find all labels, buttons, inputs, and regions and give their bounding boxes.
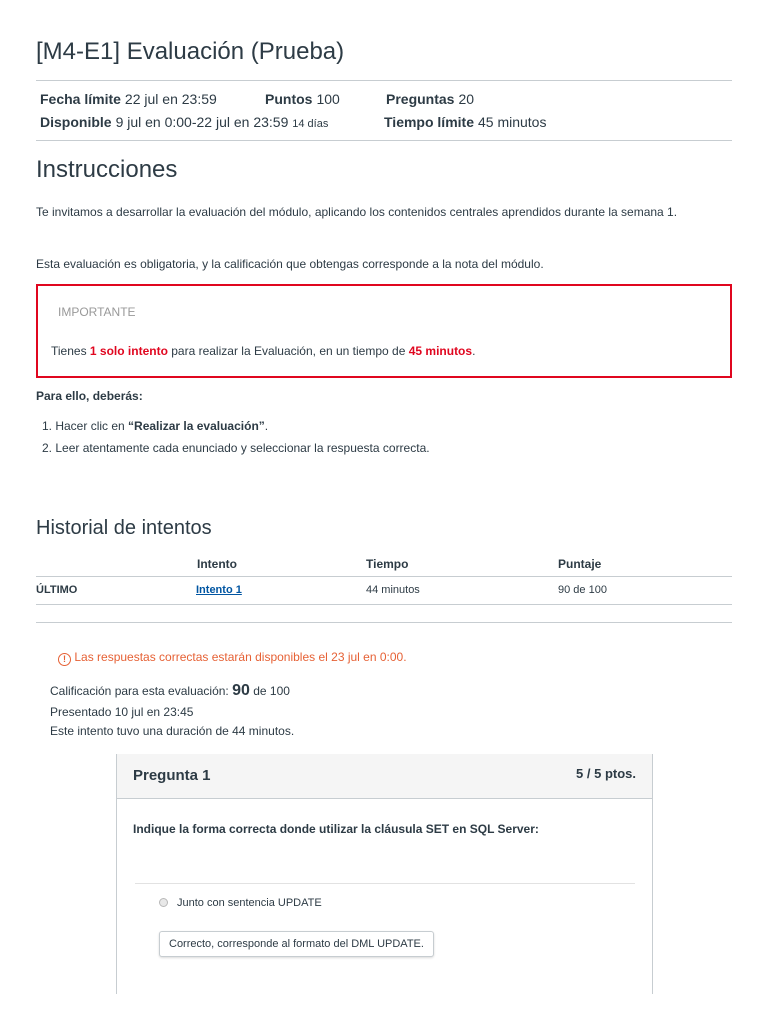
availability bbox=[40, 114, 328, 130]
step-1-bold: “Realizar la evaluación” bbox=[128, 419, 265, 433]
question-card bbox=[116, 754, 653, 994]
important-label: IMPORTANTE bbox=[58, 305, 136, 319]
grade-value: 90 bbox=[232, 682, 250, 699]
important-text bbox=[51, 344, 475, 358]
question-points: 5 / 5 ptos. bbox=[576, 766, 636, 781]
attempt-score: 90 de 100 bbox=[558, 584, 607, 596]
attempt-time: 44 minutos bbox=[366, 584, 420, 596]
warning-circle-icon: ! bbox=[58, 653, 71, 666]
history-heading: Historial de intentos bbox=[36, 517, 212, 539]
question-header bbox=[117, 754, 652, 799]
table-row-divider bbox=[36, 604, 732, 605]
question-title: Pregunta 1 bbox=[133, 767, 211, 784]
available-value: 9 jul en 0:00-22 jul en 23:59 bbox=[115, 114, 289, 130]
step-2-text: Leer atentamente cada enunciado y seleccionar la respuesta correcta. bbox=[55, 441, 430, 455]
questions-label: Preguntas bbox=[386, 91, 455, 107]
table-header-divider bbox=[36, 576, 732, 577]
attempts-highlight: 1 solo intento bbox=[89, 344, 168, 358]
important-callout bbox=[36, 284, 732, 378]
divider bbox=[36, 140, 732, 141]
column-header-time: Tiempo bbox=[366, 557, 409, 571]
answers-availability-notice bbox=[58, 650, 407, 666]
divider bbox=[36, 622, 732, 623]
answers-availability-text: Las respuestas correctas estarán disponibles el 23 jul en 0:00. bbox=[74, 650, 407, 664]
divider bbox=[36, 80, 732, 81]
divider bbox=[135, 883, 635, 884]
points bbox=[265, 91, 340, 107]
column-header-attempt: Intento bbox=[197, 557, 237, 571]
important-text-end: . bbox=[472, 344, 476, 358]
instructions-paragraph-2: Esta evaluación es obligatoria, y la calificación que obtengas corresponde a la nota del módulo. bbox=[36, 257, 544, 271]
steps-heading: Para ello, deberás: bbox=[36, 389, 143, 403]
points-label: Puntos bbox=[265, 91, 313, 107]
important-text-mid: para realizar la Evaluación, en un tiempo de bbox=[167, 344, 409, 358]
page-title: [M4-E1] Evaluación (Prueba) bbox=[36, 38, 345, 65]
time-highlight: 45 minutos bbox=[408, 344, 473, 358]
row-label: ÚLTIMO bbox=[36, 584, 78, 596]
attempt-duration: Este intento tuvo una duración de 44 minutos. bbox=[50, 724, 295, 738]
step-2: 2. Leer atentamente cada enunciado y seleccionar la respuesta correcta. bbox=[42, 441, 430, 455]
time-limit-value: 45 minutos bbox=[477, 114, 547, 130]
time-limit-label: Tiempo límite bbox=[384, 114, 474, 130]
grade-pre: Calificación para esta evaluación: bbox=[50, 684, 233, 698]
due-value: 22 jul en 23:59 bbox=[124, 91, 217, 107]
available-days: 14 días bbox=[292, 118, 329, 130]
step-1-end: . bbox=[264, 419, 269, 433]
answer-radio[interactable] bbox=[159, 898, 168, 907]
attempt-link[interactable]: Intento 1 bbox=[196, 584, 242, 596]
due-date bbox=[40, 91, 217, 107]
points-value: 100 bbox=[316, 91, 340, 107]
grade-line bbox=[50, 682, 290, 700]
grade-post: de 100 bbox=[249, 684, 290, 698]
due-label: Fecha límite bbox=[40, 91, 121, 107]
instructions-paragraph-1: Te invitamos a desarrollar la evaluación del módulo, aplicando los contenidos centrales aprendidos durante la semana 1. bbox=[36, 205, 678, 219]
instructions-heading: Instrucciones bbox=[36, 156, 178, 183]
time-limit bbox=[384, 114, 546, 130]
question-text: Indique la forma correcta donde utilizar la cláusula SET en SQL Server: bbox=[133, 822, 539, 836]
questions bbox=[386, 91, 474, 107]
submitted-date: Presentado 10 jul en 23:45 bbox=[50, 705, 194, 719]
available-label: Disponible bbox=[40, 114, 112, 130]
step-1: 1. Hacer clic en “Realizar la evaluación”. bbox=[42, 419, 269, 433]
answer-label: Junto con sentencia UPDATE bbox=[177, 897, 322, 909]
important-text-pre: Tienes bbox=[51, 344, 90, 358]
answer-feedback: Correcto, corresponde al formato del DML UPDATE. bbox=[159, 931, 434, 957]
step-1-pre: Hacer clic en bbox=[55, 419, 129, 433]
column-header-score: Puntaje bbox=[558, 557, 602, 571]
questions-value: 20 bbox=[458, 91, 475, 107]
